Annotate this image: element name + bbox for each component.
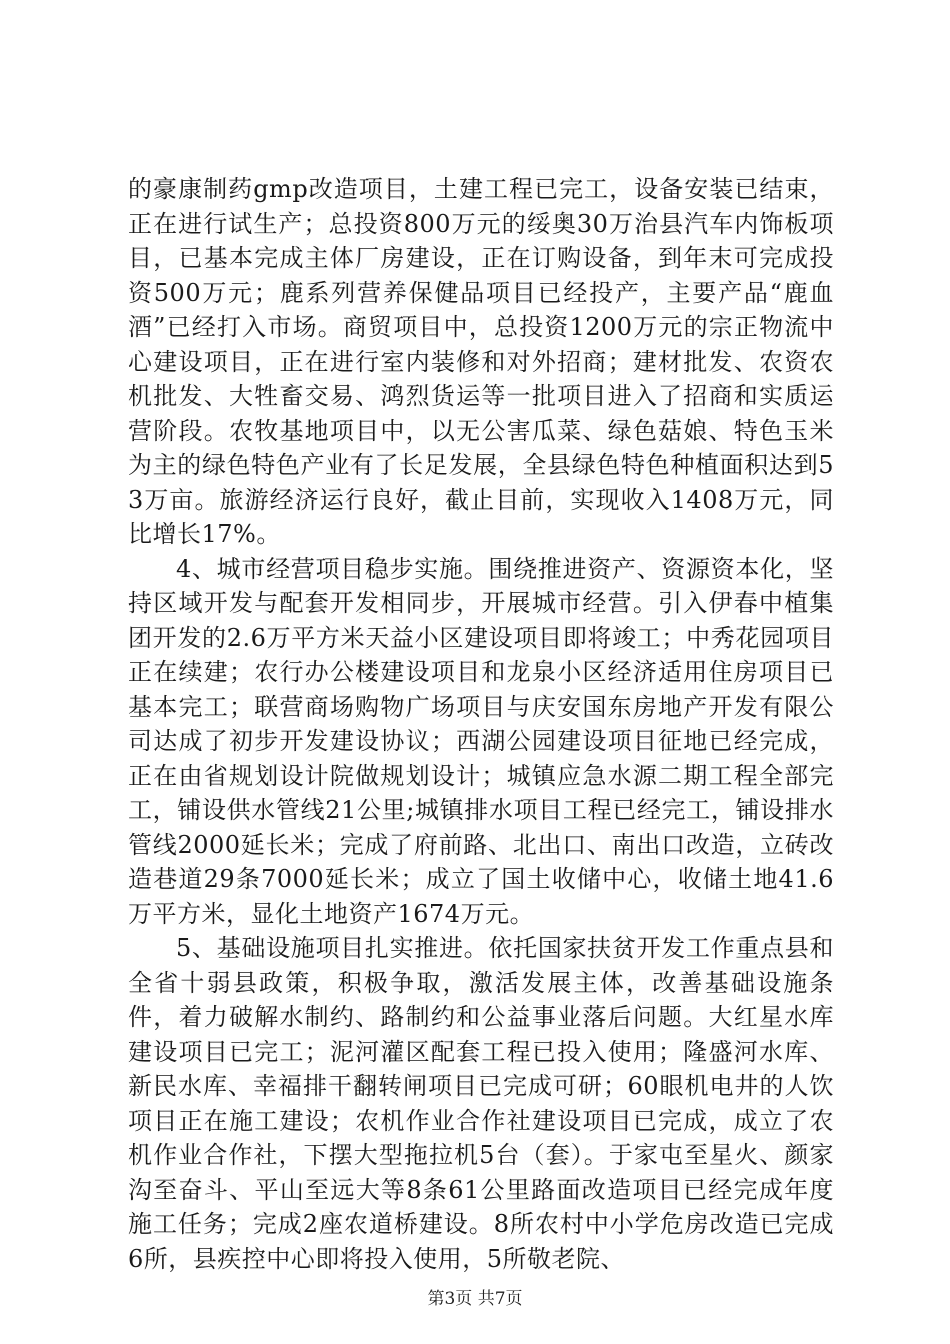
paragraph-city-operation: 4、城市经营项目稳步实施。围绕推进资产、资源资本化，坚持区域开发与配套开发相同步，开展城市经营。引入伊春中植集团开发的2.6万平方米天益小区建设项目即将竣工；中秀花园项目正在续建；农行办公楼建设项目和龙泉小区经济适用住房项目已基本完工；联营商场购物广场项目与庆安国东房地产开发有限公司达成了初步开发建设协议；西湖公园建设项目征地已经完成，正在由省规划设计院做规划设计；城镇应急水源二期工程全部完工，铺设供水管线21公里;城镇排水项目工程已经完工，铺设排水管线2000延长米；完成了府前路、北出口、南出口改造，立砖改造巷道29条7000延长米；成立了国土收储中心，收储土地41.6万平方米，显化土地资产1674万元。 — [128, 554, 834, 928]
page-number-footer: 第3页 共7页 — [427, 1289, 523, 1309]
paragraph-projects-summary: 的豪康制药gmp改造项目，土建工程已完工，设备安装已结束，正在进行试生产；总投资800万元的绥奥30万治县汽车内饰板项目，已基本完成主体厂房建设，正在订购设备，到年末可完成投资500万元；鹿系列营养保健品项目已经投产，主要产品“鹿血酒”已经打入市场。商贸项目中，总投资1200万元的宗正物流中心建设项目，正在进行室内装修和对外招商；建材批发、农资农机批发、大牲畜交易、鸿烈货运等一批项目进入了招商和实质运营阶段。农牧基地项目中，以无公害瓜菜、绿色菇娘、特色玉米为主的绿色特色产业有了长足发展，全县绿色特色种植面积达到53万亩。旅游经济运行良好，截止目前，实现收入1408万元，同比增长17%。 — [128, 175, 834, 548]
paragraph-infrastructure: 5、基础设施项目扎实推进。依托国家扶贫开发工作重点县和全省十弱县政策，积极争取，激活发展主体，改善基础设施条件，着力破解水制约、路制约和公益事业落后问题。大红星水库建设项目已完工；泥河灌区配套工程已投入使用；隆盛河水库、新民水库、幸福排干翻转闸项目已完成可研；60眼机电井的人饮项目正在施工建设；农机作业合作社建设项目已完成，成立了农机作业合作社，下摆大型拖拉机5台（套）。于家屯至星火、颜家沟至奋斗、平山至远大等8条61公里路面改造项目已经完成年度施工任务；完成2座农道桥建设。8所农村中小学危房改造已完成6所，县疾控中心即将投入使用，5所敬老院、 — [128, 934, 834, 1273]
document-body — [128, 172, 834, 1276]
